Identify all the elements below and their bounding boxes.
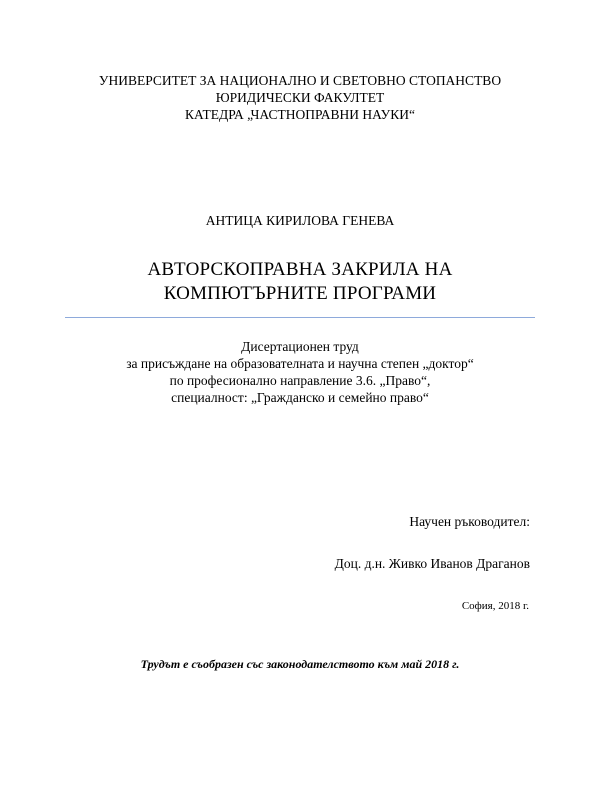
supervisor-label: Научен ръководител:	[409, 514, 530, 529]
author-name: АНТИЦА КИРИЛОВА ГЕНЕВА	[205, 213, 395, 228]
thesis-title-line-1: АВТОРСКОПРАВНА ЗАКРИЛА НА	[147, 259, 453, 280]
description-line-3: по професионално направление 3.6. „Право“,	[169, 373, 431, 388]
department-name: КАТЕДРА „ЧАСТНОПРАВНИ НАУКИ“	[184, 107, 415, 122]
faculty-name: ЮРИДИЧЕСКИ ФАКУЛТЕТ	[215, 90, 385, 105]
title-divider	[65, 317, 535, 318]
place-date: София, 2018 г.	[461, 600, 529, 612]
university-name: УНИВЕРСИТЕТ ЗА НАЦИОНАЛНО И СВЕТОВНО СТОПАНСТВО	[98, 73, 502, 88]
description-line-4: специалност: „Гражданско и семейно право“	[171, 390, 429, 405]
thesis-description	[0, 338, 600, 406]
description-line-1: Дисертационен труд	[241, 339, 359, 354]
institution-header	[0, 72, 600, 123]
thesis-title	[0, 258, 600, 306]
legislation-note: Трудът е съобразен със законодателството към май 2018 г.	[140, 657, 460, 671]
thesis-title-line-2: КОМПЮТЪРНИТЕ ПРОГРАМИ	[163, 283, 437, 304]
description-line-2: за присъждане на образователната и научна степен „доктор“	[126, 356, 474, 371]
supervisor-name: Доц. д.н. Живко Иванов Драганов	[334, 556, 530, 571]
